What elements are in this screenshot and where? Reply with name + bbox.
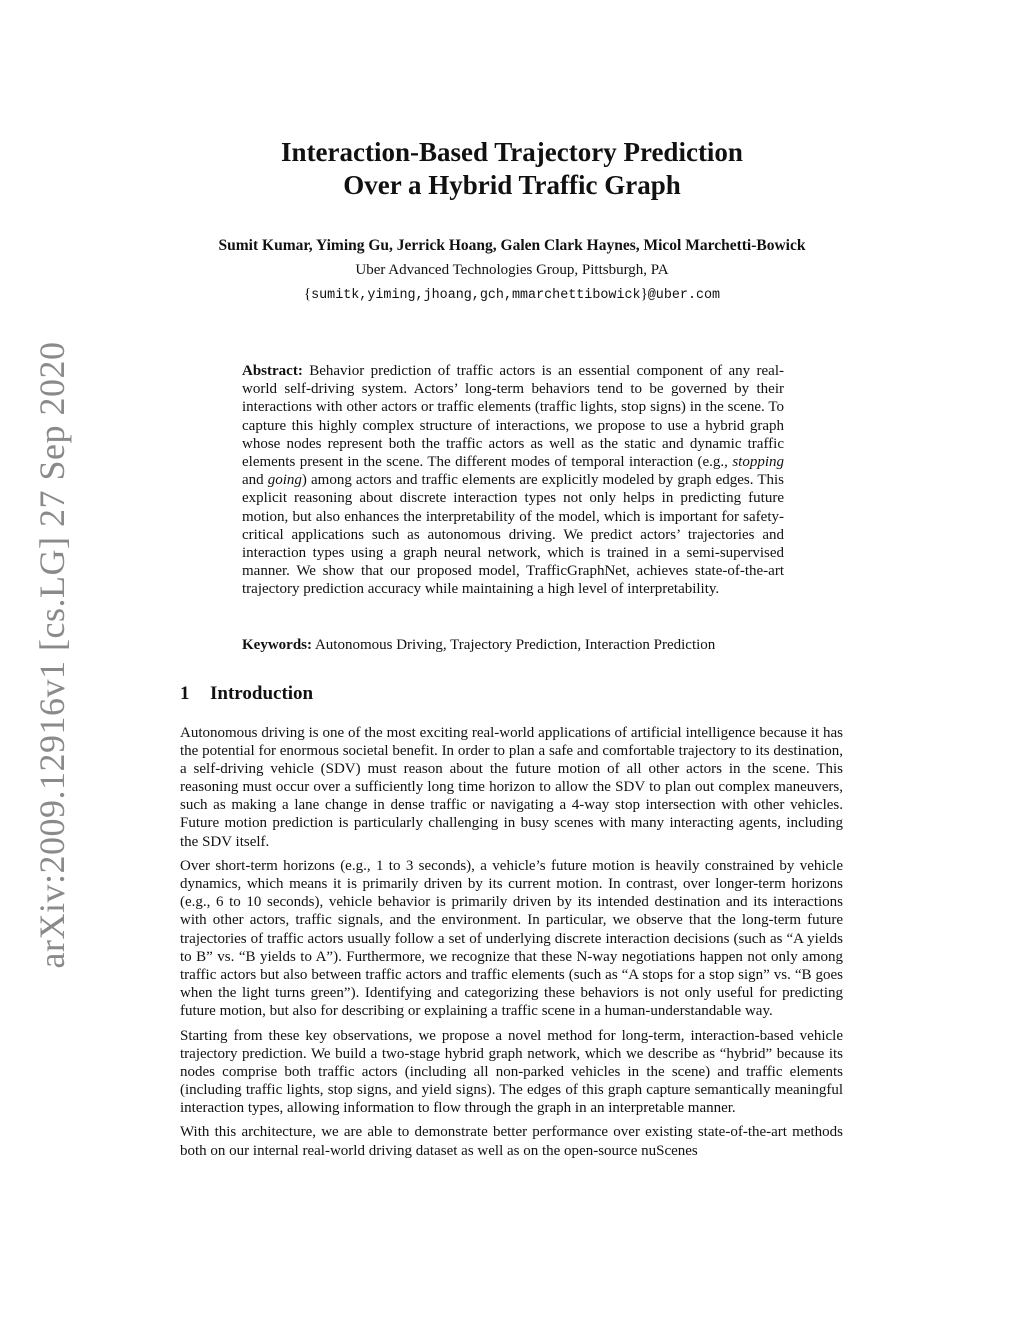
abstract-emphasis-stopping: stopping bbox=[732, 454, 784, 471]
section-number: 1 bbox=[180, 683, 190, 704]
paper-title-line-2: Over a Hybrid Traffic Graph bbox=[343, 170, 681, 200]
abstract-text-2: and bbox=[242, 472, 268, 489]
abstract-text-3: ) among actors and traffic elements are explicitly modeled by graph edges. This explicit reasoning about discrete interaction types not only helps in predicting future motion, but also enhances the interpretability of the model, which is important for safety-critical applications such as autonomous driving. We predict actors’ trajectories and interaction types using a graph neural network, which is trained in a semi-supervised manner. We show that our proposed model, TrafficGraphNet, achieves state-of-the-art trajectory prediction accuracy while maintaining a high level of interpretability. bbox=[242, 472, 784, 598]
email-close-brace: } bbox=[640, 286, 648, 302]
author-emails bbox=[180, 284, 844, 306]
body-paragraph: Over short-term horizons (e.g., 1 to 3 seconds), a vehicle’s future motion is heavily constrained by vehicle dynamics, which means it is primarily driven by its current motion. In contrast, over longer-term horizons (e.g., 6 to 10 seconds), vehicle behavior is primarily driven by its intended destination and its interactions with other actors, traffic signals, and the environment. In particular, we observe that the long-term future trajectories of traffic actors usually follow a set of underlying discrete interaction decisions (such as “A yields to B” vs. “B yields to A”). Furthermore, we recognize that these N-way negotiations happen not only among traffic actors but also between traffic actors and traffic elements (such as “A stops for a stop sign” vs. “B goes when the light turns green”). Identifying and categorizing these behaviors is not only useful for predicting future motion, but also for describing or explaining a traffic scene in a human-understandable way. bbox=[180, 858, 843, 1019]
arxiv-identifier-stamp: arXiv:2009.12916v1 [cs.LG] 27 Sep 2020 bbox=[32, 341, 72, 969]
keywords-text: Autonomous Driving, Trajectory Prediction, Interaction Prediction bbox=[314, 637, 716, 653]
abstract-text-1: Behavior prediction of traffic actors is an essential component of any real-world self-driving system. Actors’ long-term behaviors tend to be governed by their interactions with other actors or traffic elements (traffic lights, stop signs) in the scene. To capture this highly complex structure of interactions, we propose to use a hybrid graph whose nodes represent both the traffic actors as well as the static and dynamic traffic elements present in the scene. The different modes of temporal interaction (e.g., bbox=[242, 363, 785, 471]
abstract bbox=[242, 362, 784, 599]
email-users: sumitk,yiming,jhoang,gch,mmarchettibowick bbox=[311, 288, 641, 303]
paper-title-line-1: Interaction-Based Trajectory Prediction bbox=[281, 137, 743, 167]
affiliation: Uber Advanced Technologies Group, Pittsburgh, PA bbox=[355, 262, 669, 278]
introduction-body bbox=[180, 724, 843, 1166]
body-paragraph: With this architecture, we are able to demonstrate better performance over existing state-of-the-art methods both on our internal real-world driving dataset as well as on the open-source nuScenes bbox=[180, 1124, 843, 1159]
keywords-label: Keywords: bbox=[242, 637, 312, 653]
keywords bbox=[242, 636, 802, 654]
section-heading-introduction bbox=[180, 682, 313, 706]
email-open-brace: { bbox=[303, 286, 312, 302]
abstract-label: Abstract: bbox=[242, 363, 303, 379]
author-list: Sumit Kumar, Yiming Gu, Jerrick Hoang, Galen Clark Haynes, Micol Marchetti-Bowick bbox=[218, 237, 806, 254]
email-domain: @uber.com bbox=[647, 288, 721, 303]
body-paragraph: Autonomous driving is one of the most exciting real-world applications of artificial intelligence because it has the potential for enormous societal benefit. In order to plan a safe and comfortable trajectory to its destination, a self-driving vehicle (SDV) must reason about the future motion of all other actors in the scene. This reasoning must occur over a sufficiently long time horizon to allow the SDV to plan out complex maneuvers, such as making a lane change in dense traffic or navigating a 4-way stop intersection with other vehicles. Future motion prediction is particularly challenging in busy scenes with many interacting agents, including the SDV itself. bbox=[180, 725, 843, 850]
abstract-emphasis-going: going bbox=[267, 472, 302, 489]
paper-title bbox=[180, 136, 844, 202]
body-paragraph: Starting from these key observations, we propose a novel method for long-term, interaction-based vehicle trajectory prediction. We build a two-stage hybrid graph network, which we describe as “hybrid” because its nodes comprise both traffic actors (including all non-parked vehicles in the scene) and traffic elements (including traffic lights, stop signs, and yield signs). The edges of this graph capture semantically meaningful interaction types, allowing information to flow through the graph in an interpretable manner. bbox=[180, 1027, 843, 1116]
section-title: Introduction bbox=[210, 683, 314, 704]
